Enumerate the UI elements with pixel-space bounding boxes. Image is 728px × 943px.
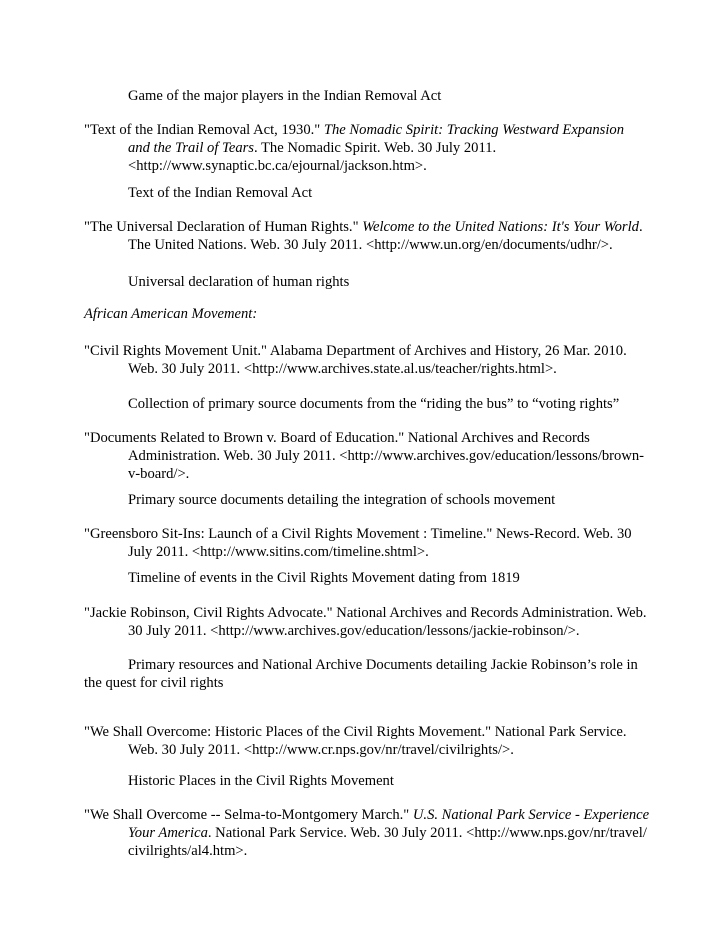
citation-url: civilrights/al4.htm>. [128,843,248,859]
annotation: the quest for civil rights [84,675,224,691]
annotation: Primary resources and National Archive Documents detailing Jackie Robinson’s role in [128,657,638,673]
citation-url: <http://www.synaptic.bc.ca/ejournal/jackson.htm>. [128,158,427,174]
citation-source: Welcome to the United Nations: It's Your World [362,219,639,235]
citation-source: The Nomadic Spirit: Tracking Westward Expansion [323,122,625,138]
section-heading: African American Movement: [84,306,258,322]
citation-text: . The Nomadic Spirit. Web. 30 July 2011. [253,140,497,156]
citation-text: . National Park Service. Web. 30 July 2011. <http://www.nps.gov/nr/travel/ [207,825,647,841]
annotation-indian-removal-game: Game of the major players in the Indian Removal Act [128,88,442,104]
citation-line: v-board/>. [128,466,190,482]
citation-title: "The Universal Declaration of Human Rights." [84,219,363,235]
annotation-udhr: Universal declaration of human rights [128,274,350,290]
citation-source: Your America [128,825,208,841]
citation-line: 30 July 2011. <http://www.archives.gov/education/lessons/jackie-robinson/>. [128,623,580,639]
citation-line: The United Nations. Web. 30 July 2011. <http://www.un.org/en/documents/udhr/>. [128,237,613,253]
annotation: Collection of primary source documents from the “riding the bus” to “voting rights” [128,396,620,412]
annotation: Primary source documents detailing the integration of schools movement [128,492,556,508]
citation-line: "Civil Rights Movement Unit." Alabama Department of Archives and History, 26 Mar. 2010. [84,343,627,359]
citation-line [128,824,647,842]
citation-line: "We Shall Overcome: Historic Places of the Civil Rights Movement." National Park Service. [84,724,627,740]
citation-line [128,139,496,157]
citation-source: and the Trail of Tears [128,140,254,156]
annotation: Timeline of events in the Civil Rights Movement dating from 1819 [128,570,520,586]
annotation-indian-removal-text: Text of the Indian Removal Act [128,185,313,201]
citation-line [84,218,643,236]
citation-line: "Documents Related to Brown v. Board of Education." National Archives and Records [84,430,590,446]
citation-line [84,806,649,824]
annotation: Historic Places in the Civil Rights Movement [128,773,394,789]
citation-title: "Text of the Indian Removal Act, 1930." [84,122,324,138]
citation-punct: . [638,219,643,235]
citation-line: Administration. Web. 30 July 2011. <http://www.archives.gov/education/lessons/brown- [128,448,645,464]
citation-line [84,121,624,139]
citation-line: "Jackie Robinson, Civil Rights Advocate." National Archives and Records Administration. Web. [84,605,647,621]
citation-line: "Greensboro Sit-Ins: Launch of a Civil Rights Movement : Timeline." News-Record. Web. 30 [84,526,632,542]
citation-title: "We Shall Overcome -- Selma-to-Montgomery March." [84,807,413,823]
citation-line: Web. 30 July 2011. <http://www.cr.nps.gov/nr/travel/civilrights/>. [128,742,514,758]
citation-line: July 2011. <http://www.sitins.com/timeline.shtml>. [128,544,429,560]
citation-line: Web. 30 July 2011. <http://www.archives.state.al.us/teacher/rights.html>. [128,361,557,377]
citation-source: U.S. National Park Service - Experience [412,807,650,823]
